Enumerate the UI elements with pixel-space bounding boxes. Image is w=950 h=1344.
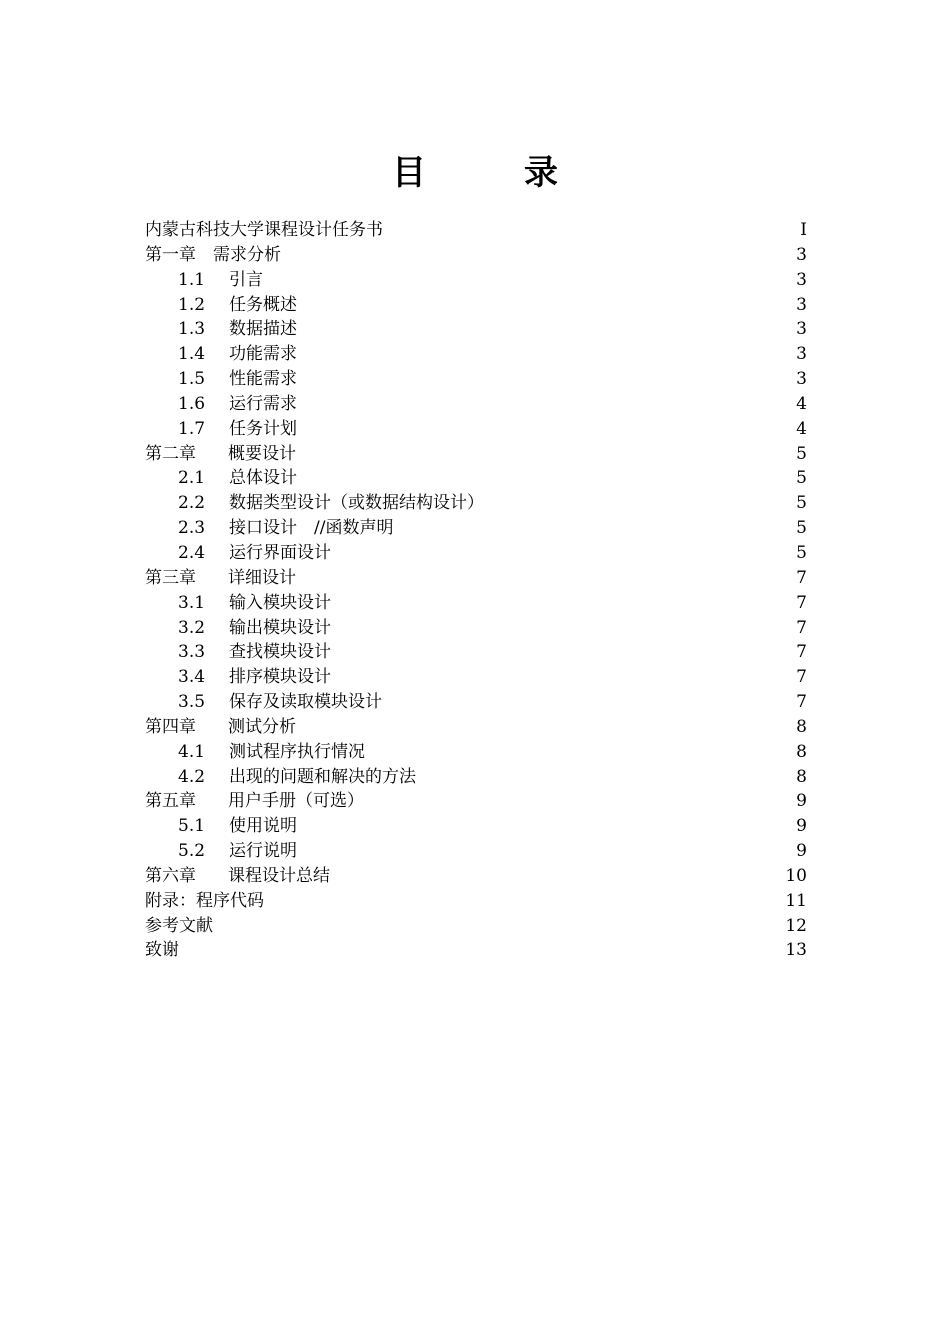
toc-entry-page-number: 5 (796, 468, 807, 489)
toc-entry-label: 测试程序执行情况 (229, 741, 365, 762)
toc-entry-label: 参考文献 (145, 915, 213, 936)
toc-entry-number: 5.2 (178, 841, 206, 862)
toc-entry-label: 运行需求 (229, 393, 297, 414)
toc-entry[interactable] (145, 789, 807, 814)
toc-entry[interactable] (145, 765, 807, 790)
toc-entry[interactable] (145, 491, 807, 516)
toc-entry-label: 性能需求 (229, 369, 297, 390)
toc-entry[interactable] (145, 317, 807, 342)
toc-entry-number: 1.2 (178, 294, 206, 315)
toc-entry-page-number: 5 (796, 493, 807, 514)
toc-entry-page-number: I (800, 220, 807, 240)
toc-entry-page-number: 3 (796, 344, 807, 365)
toc-entry[interactable] (145, 392, 807, 417)
toc-entry-label: 任务计划 (229, 418, 297, 439)
toc-entry-number: 3.1 (178, 592, 206, 613)
toc-entry[interactable] (145, 640, 807, 665)
toc-entry[interactable] (145, 864, 807, 889)
toc-entry-page-number: 7 (796, 617, 807, 638)
toc-entry-number: 1.6 (178, 393, 206, 414)
toc-entry[interactable] (145, 566, 807, 591)
toc-entry-label: 总体设计 (229, 468, 297, 489)
toc-entry-number: 1.4 (178, 344, 206, 365)
toc-entry[interactable] (145, 740, 807, 765)
toc-entry-number: 2.4 (178, 542, 206, 563)
toc-entry[interactable] (145, 466, 807, 491)
toc-entry-label: 功能需求 (229, 344, 297, 365)
toc-entry-page-number: 3 (796, 269, 807, 290)
toc-entry-number: 第三章 (145, 567, 196, 588)
toc-entry[interactable] (145, 218, 807, 243)
toc-entry-label: 输出模块设计 (229, 617, 331, 638)
toc-entry-page-number: 7 (796, 667, 807, 688)
toc-entry-label: 查找模块设计 (229, 642, 331, 663)
toc-entry-number: 1.5 (178, 369, 206, 390)
toc-entry-label: 输入模块设计 (229, 592, 331, 613)
page-title: 目 录 (392, 152, 590, 193)
toc-entry[interactable] (145, 690, 807, 715)
toc-entry[interactable] (145, 417, 807, 442)
toc-entry-label: 任务概述 (229, 294, 297, 315)
toc-entry-page-number: 4 (796, 393, 807, 414)
toc-entry-label: 出现的问题和解决的方法 (229, 766, 416, 787)
toc-entry-number: 第六章 (145, 865, 196, 886)
toc-entry[interactable] (145, 616, 807, 641)
toc-entry[interactable] (145, 591, 807, 616)
toc-entry[interactable] (145, 938, 807, 963)
toc-entry-label: 数据类型设计（或数据结构设计） (229, 493, 484, 514)
toc-entry-number: 4.2 (178, 766, 206, 787)
toc-entry-label: 运行说明 (229, 841, 297, 862)
toc-entry-page-number: 13 (785, 940, 807, 961)
toc-entry-label: 接口设计 //函数声明 (229, 518, 394, 539)
toc-entry-page-number: 3 (796, 369, 807, 390)
toc-entry-number: 4.1 (178, 741, 206, 762)
toc-entry-page-number: 9 (796, 791, 807, 812)
toc-entry-page-number: 9 (796, 841, 807, 862)
toc-entry-label: 概要设计 (228, 443, 296, 464)
toc-entry[interactable] (145, 367, 807, 392)
toc-entry-label: 课程设计总结 (228, 865, 330, 886)
toc-entry-label: 详细设计 (228, 567, 296, 588)
toc-entry[interactable] (145, 665, 807, 690)
toc-entry-page-number: 5 (796, 518, 807, 539)
toc-entry-label: 排序模块设计 (229, 667, 331, 688)
toc-entry-number: 2.3 (178, 518, 206, 539)
toc-entry-page-number: 8 (796, 766, 807, 787)
toc-entry-number: 5.1 (178, 816, 206, 837)
toc-entry-number: 2.2 (178, 493, 206, 514)
toc-entry-number: 2.1 (178, 468, 206, 489)
toc-entry[interactable] (145, 243, 807, 268)
toc-entry-label: 引言 (229, 269, 263, 290)
toc-entry[interactable] (145, 814, 807, 839)
toc-entry[interactable] (145, 442, 807, 467)
toc-entry-number: 1.7 (178, 418, 206, 439)
toc-entry[interactable] (145, 293, 807, 318)
toc-entry-page-number: 7 (796, 592, 807, 613)
toc-entry-number: 3.4 (178, 667, 206, 688)
toc-entry-label: 使用说明 (229, 816, 297, 837)
toc-entry-label: 附录：程序代码 (145, 890, 264, 911)
toc-entry-page-number: 3 (796, 319, 807, 340)
toc-entry-page-number: 5 (796, 542, 807, 563)
toc-entry-page-number: 10 (785, 865, 807, 886)
toc-entry-page-number: 7 (796, 692, 807, 713)
toc-entry-number: 3.5 (178, 692, 206, 713)
toc-entry-page-number: 7 (796, 567, 807, 588)
toc-entry-page-number: 7 (796, 642, 807, 663)
toc-entry-page-number: 12 (785, 915, 807, 936)
toc-entry-page-number: 4 (796, 418, 807, 439)
table-of-contents (145, 218, 807, 963)
toc-entry-number: 第四章 (145, 716, 196, 737)
toc-entry[interactable] (145, 889, 807, 914)
toc-entry-label: 测试分析 (228, 716, 296, 737)
toc-entry-page-number: 8 (796, 716, 807, 737)
toc-entry-number: 1.1 (178, 269, 206, 290)
toc-entry[interactable] (145, 516, 807, 541)
toc-entry-label: 用户手册（可选） (228, 791, 364, 812)
toc-entry[interactable] (145, 715, 807, 740)
toc-entry-number: 3.3 (178, 642, 206, 663)
toc-entry-page-number: 9 (796, 816, 807, 837)
toc-entry-number: 第一章 (145, 244, 196, 265)
toc-entry[interactable] (145, 541, 807, 566)
toc-entry-label: 内蒙古科技大学课程设计任务书 (145, 220, 383, 240)
toc-entry-page-number: 3 (796, 244, 807, 265)
toc-entry-label: 保存及读取模块设计 (229, 692, 382, 713)
toc-entry-label: 数据描述 (229, 319, 297, 340)
toc-entry-label: 运行界面设计 (229, 542, 331, 563)
toc-entry-page-number: 11 (785, 890, 807, 911)
toc-entry-number: 3.2 (178, 617, 206, 638)
toc-entry-page-number: 3 (796, 294, 807, 315)
toc-entry-number: 第二章 (145, 443, 196, 464)
toc-entry-page-number: 8 (796, 741, 807, 762)
toc-entry-label: 致谢 (145, 940, 179, 961)
toc-entry-page-number: 5 (796, 443, 807, 464)
toc-entry[interactable] (145, 268, 807, 293)
toc-entry[interactable] (145, 914, 807, 939)
toc-entry-number: 第五章 (145, 791, 196, 812)
toc-entry-label: 需求分析 (213, 244, 281, 265)
toc-entry[interactable] (145, 342, 807, 367)
toc-entry-number: 1.3 (178, 319, 206, 340)
toc-entry[interactable] (145, 839, 807, 864)
